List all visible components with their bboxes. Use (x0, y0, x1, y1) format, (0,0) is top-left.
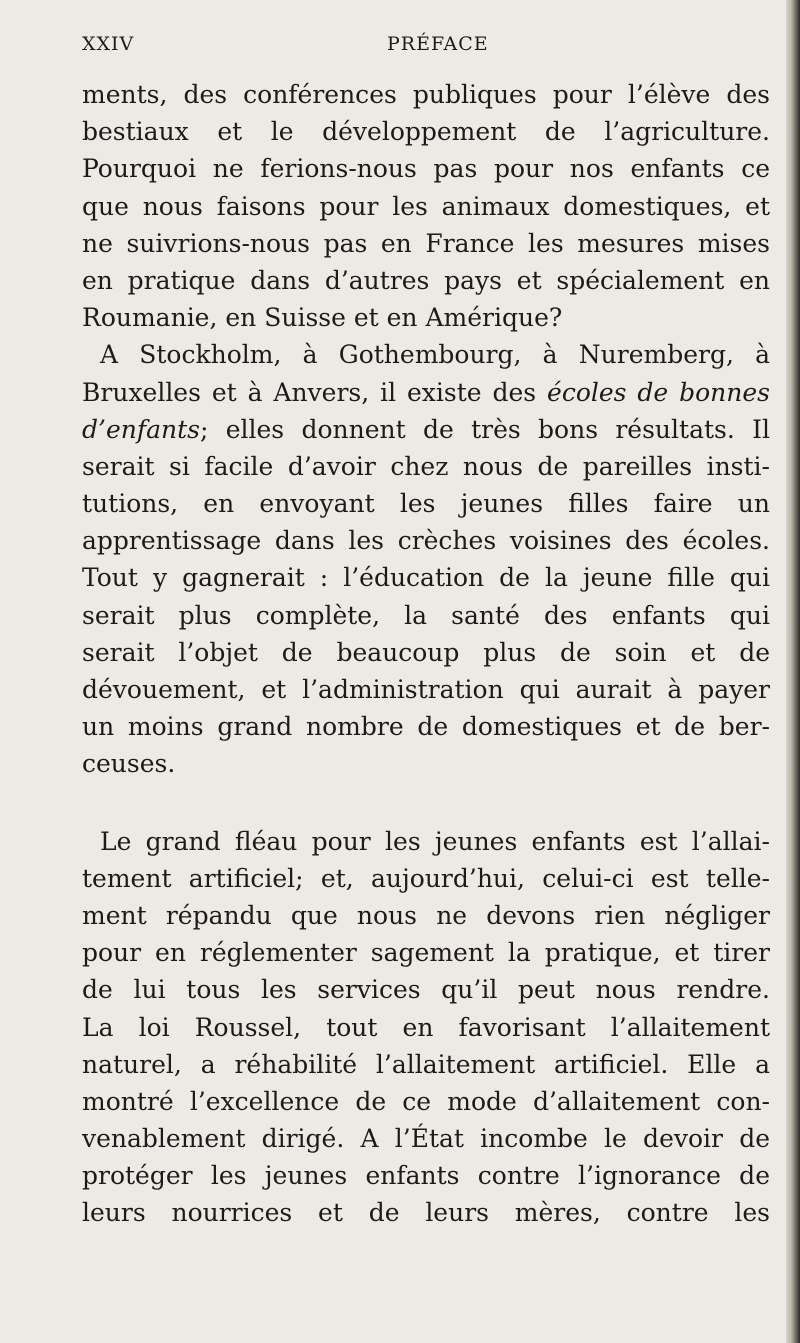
text-line: que nous faisons pour les animaux domestiques, et (82, 191, 770, 221)
text-line: Roumanie, en Suisse et en Amérique? (82, 303, 563, 333)
text-line (82, 374, 770, 411)
text-line: serait l’objet de beaucoup plus de soin et de (82, 637, 770, 667)
book-binding-edge (786, 0, 800, 1343)
page-header (82, 33, 762, 59)
text-line: pour en réglementer sagement la pratique, et tirer (82, 938, 770, 968)
text-line: naturel, a réhabilité l’allaitement artificiel. Elle a (82, 1049, 770, 1079)
text-line: leurs nourrices et de leurs mères, contre les (82, 1198, 770, 1228)
text-line: ne suivrions-nous pas en France les mesures mises (82, 228, 770, 258)
page-number: XXIV (82, 33, 135, 55)
text-run: Bruxelles et à Anvers, il existe des (82, 377, 548, 407)
text-line: Pourquoi ne ferions-nous pas pour nos enfants ce (82, 154, 770, 184)
text-line: ceuses. (82, 749, 176, 779)
text-line: de lui tous les services qu’il peut nous rendre. (82, 975, 770, 1005)
text-line: tutions, en envoyant les jeunes filles faire un (82, 489, 770, 519)
text-line: ments, des conférences publiques pour l’élève des (82, 80, 770, 109)
text-line (82, 411, 770, 448)
text-line: venablement dirigé. A l’État incombe le devoir de (82, 1124, 770, 1154)
text-line: bestiaux et le développement de l’agriculture. (82, 117, 770, 147)
paragraph-gap (82, 783, 770, 823)
italic-text-run: d’enfants (82, 414, 200, 444)
text-line: serait si facile d’avoir chez nous de pareilles insti- (82, 451, 770, 481)
text-line: Tout y gagnerait : l’éducation de la jeune fille qui (82, 563, 770, 593)
text-line: apprentissage dans les crèches voisines des écoles. (82, 526, 770, 556)
text-line: en pratique dans d’autres pays et spécialement en (82, 265, 770, 295)
text-line: tement artificiel; et, aujourd’hui, celui-ci est telle- (82, 863, 770, 893)
text-line: Le grand fléau pour les jeunes enfants est l’allai- (100, 826, 770, 856)
text-run: ; elles donnent de très bons résultats. Il (199, 414, 770, 444)
text-line: protéger les jeunes enfants contre l’ignorance de (82, 1161, 770, 1191)
running-title: PRÉFACE (387, 33, 489, 55)
text-line: serait plus complète, la santé des enfants qui (82, 600, 770, 630)
text-line: ment répandu que nous ne devons rien négliger (82, 900, 770, 930)
text-line: A Stockholm, à Gothembourg, à Nuremberg, à (100, 340, 770, 370)
italic-text-run: écoles de bonnes (547, 377, 770, 407)
text-line: La loi Roussel, tout en favorisant l’allaitement (82, 1012, 770, 1042)
text-line: un moins grand nombre de domestiques et de ber- (82, 712, 770, 742)
text-line: dévouement, et l’administration qui aurait à payer (82, 675, 770, 704)
body-text (82, 76, 770, 1232)
text-line: montré l’excellence de ce mode d’allaitement con- (82, 1086, 770, 1116)
